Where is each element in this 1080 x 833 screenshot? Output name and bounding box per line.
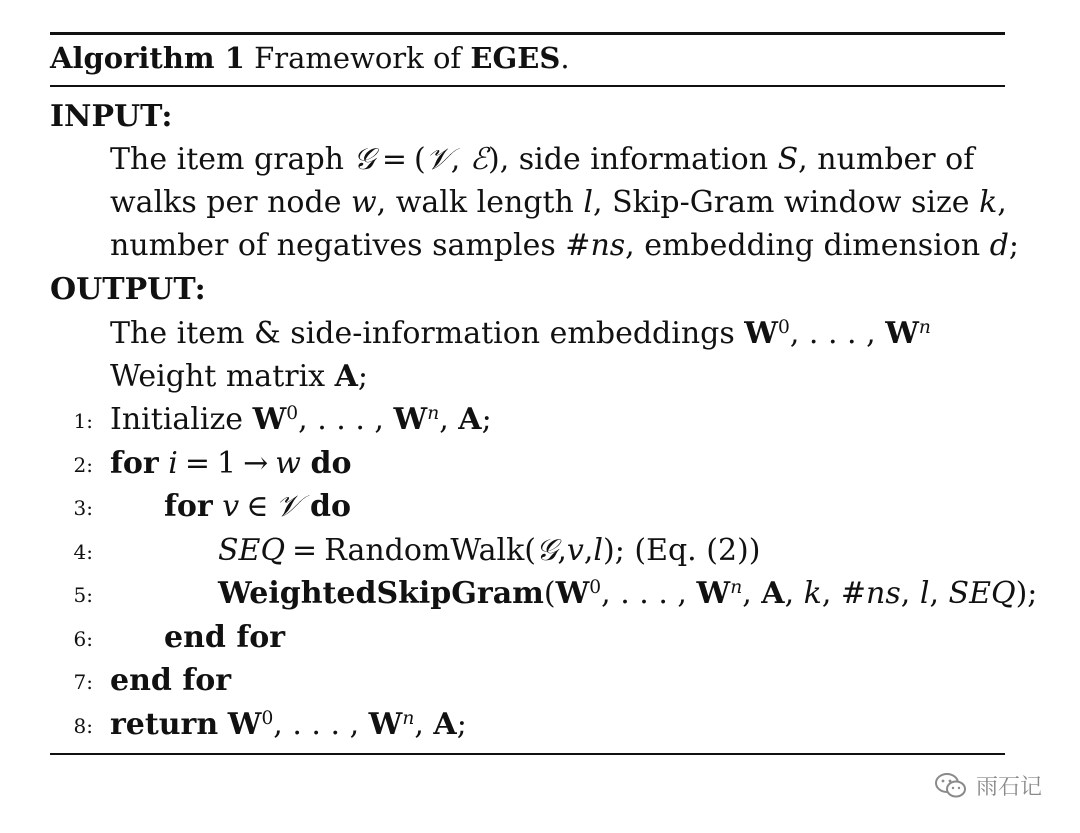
line-number: 7: [73,670,93,694]
watermark [934,770,1042,801]
output-line-1 [50,312,1010,355]
comma: , [557,533,567,568]
number: 1 [217,446,237,481]
step-code [110,703,467,746]
superscript: 0 [589,576,602,598]
superscript: 0 [777,316,790,338]
wechat-icon [934,772,968,800]
keyword-return: return [110,707,219,742]
length-symbol: l [593,533,604,568]
comma: , [439,402,459,437]
weight-matrix-symbol: A [433,707,457,742]
caption-end: . [560,41,570,75]
caption-name: EGES [470,41,561,75]
ellipsis: , . . . , [298,402,394,437]
equals-sign: = [292,533,318,568]
keyword-for: for [164,489,213,524]
watermark-text: 雨石记 [975,775,1042,800]
input-line-1 [50,138,1010,181]
output-text: ; [357,359,369,394]
code-text: ; [456,707,467,742]
step-1 [50,398,1010,441]
superscript: n [427,402,440,424]
edge-set-symbol: ℰ [469,142,488,177]
embedding-symbol: W [368,707,403,742]
input-text: The item graph [110,142,354,177]
weight-matrix-symbol: A [761,576,785,611]
side-info-symbol: S [777,142,799,177]
graph-symbol: 𝒢 [535,533,558,568]
window-symbol: k [803,576,822,611]
comma: , [900,576,920,611]
vertex-set-symbol: 𝒱 [425,142,451,177]
input-text: walks per node [110,185,351,220]
embedding-symbol: W [885,316,919,351]
walks-symbol: w [275,446,301,481]
input-text: number of negatives samples # [110,228,591,263]
node-symbol: v [566,533,584,568]
algorithm-top-rule [50,32,1005,35]
input-line-2 [50,181,1010,224]
code-text: Initialize [110,402,253,437]
output-heading [50,268,1010,311]
input-text: , walk length [376,185,584,220]
step-code [164,616,285,659]
input-text: , embedding dimension [625,228,990,263]
ns-symbol: ns [866,576,901,611]
input-heading [50,95,1010,138]
line-number: 1: [73,409,93,433]
window-symbol: k [979,185,998,220]
output-text: Weight matrix [110,359,335,394]
comma: , [450,142,470,177]
line-number: 8: [73,714,93,738]
embedding-symbol: W [555,576,590,611]
input-text: , number of [798,142,975,177]
step-code [110,659,231,702]
step-code [218,572,1037,615]
input-text: , Skip-Gram window size [593,185,980,220]
comma: , [414,707,434,742]
ns-symbol: ns [590,228,626,263]
paren: ( [414,142,426,177]
weight-matrix-symbol: A [458,402,482,437]
node-symbol: v [222,489,240,524]
step-6 [50,616,1010,659]
keyword-do: do [310,446,352,481]
line-number: 3: [73,496,93,520]
line-number: 5: [73,583,93,607]
step-2 [50,442,1010,485]
step-code [110,442,352,485]
step-code [164,485,351,528]
superscript: n [402,707,415,729]
input-text: , side information [499,142,778,177]
equals-sign: = [184,446,211,481]
caption-text: Framework of [254,41,471,75]
input-text: , [997,185,1007,220]
ellipsis: , . . . , [273,707,369,742]
step-8 [50,703,1010,746]
arrow-symbol: → [243,446,269,481]
ellipsis: , . . . , [601,576,697,611]
embedding-symbol: W [393,402,428,437]
code-text: ); [1015,576,1038,611]
walks-symbol: w [350,185,377,220]
line-number: 2: [73,453,93,477]
superscript: 0 [261,707,274,729]
weight-matrix-symbol: A [334,359,358,394]
step-4 [50,529,1010,572]
step-code [218,529,760,572]
embedding-symbol: W [227,707,262,742]
embedding-symbol: W [744,316,778,351]
length-symbol: l [919,576,930,611]
paren: ( [543,576,556,611]
paren: ) [488,142,500,177]
embedding-symbol: W [696,576,731,611]
superscript: 0 [286,402,299,424]
keyword-end-for: end for [110,663,232,698]
equals-sign: = [381,142,408,177]
step-code [110,398,492,441]
element-of-symbol: ∈ [246,489,269,524]
input-text: ; [1008,228,1020,263]
input-line-3 [50,224,1020,267]
step-7 [50,659,1010,702]
embedding-symbol: W [252,402,287,437]
step-3 [50,485,1010,528]
dimension-symbol: d [989,228,1009,263]
algorithm-caption [50,40,570,76]
comma: , [742,576,762,611]
comma: , [583,533,594,568]
caption-bottom-rule [50,85,1005,87]
algorithm-bottom-rule [50,753,1005,755]
line-number: 6: [73,627,93,651]
superscript: n [918,316,931,338]
keyword-end-for: end for [164,620,286,655]
length-symbol: l [583,185,594,220]
seq-symbol: SEQ [948,576,1016,611]
code-text: ); (Eq. (2)) [603,533,761,568]
caption-label: Algorithm 1 [50,41,245,75]
output-text: The item & side-information embeddings [110,316,745,351]
output-heading-text: OUTPUT: [50,272,206,307]
vertex-set-symbol: 𝒱 [275,489,301,524]
index-symbol: i [168,446,178,481]
keyword-for: for [110,446,159,481]
keyword-do: do [310,489,351,524]
output-line-2 [50,355,1010,398]
code-text: RandomWalk( [324,533,536,568]
graph-symbol: 𝒢 [353,142,375,177]
ellipsis: , . . . , [789,316,886,351]
input-heading-text: INPUT: [50,99,173,134]
superscript: n [730,576,743,598]
comma: , # [821,576,867,611]
code-text: ; [481,402,492,437]
function-name: WeightedSkipGram [218,576,544,611]
seq-symbol: SEQ [218,533,286,568]
comma: , [784,576,804,611]
step-5 [50,572,1038,615]
line-number: 4: [73,540,93,564]
comma: , [929,576,949,611]
